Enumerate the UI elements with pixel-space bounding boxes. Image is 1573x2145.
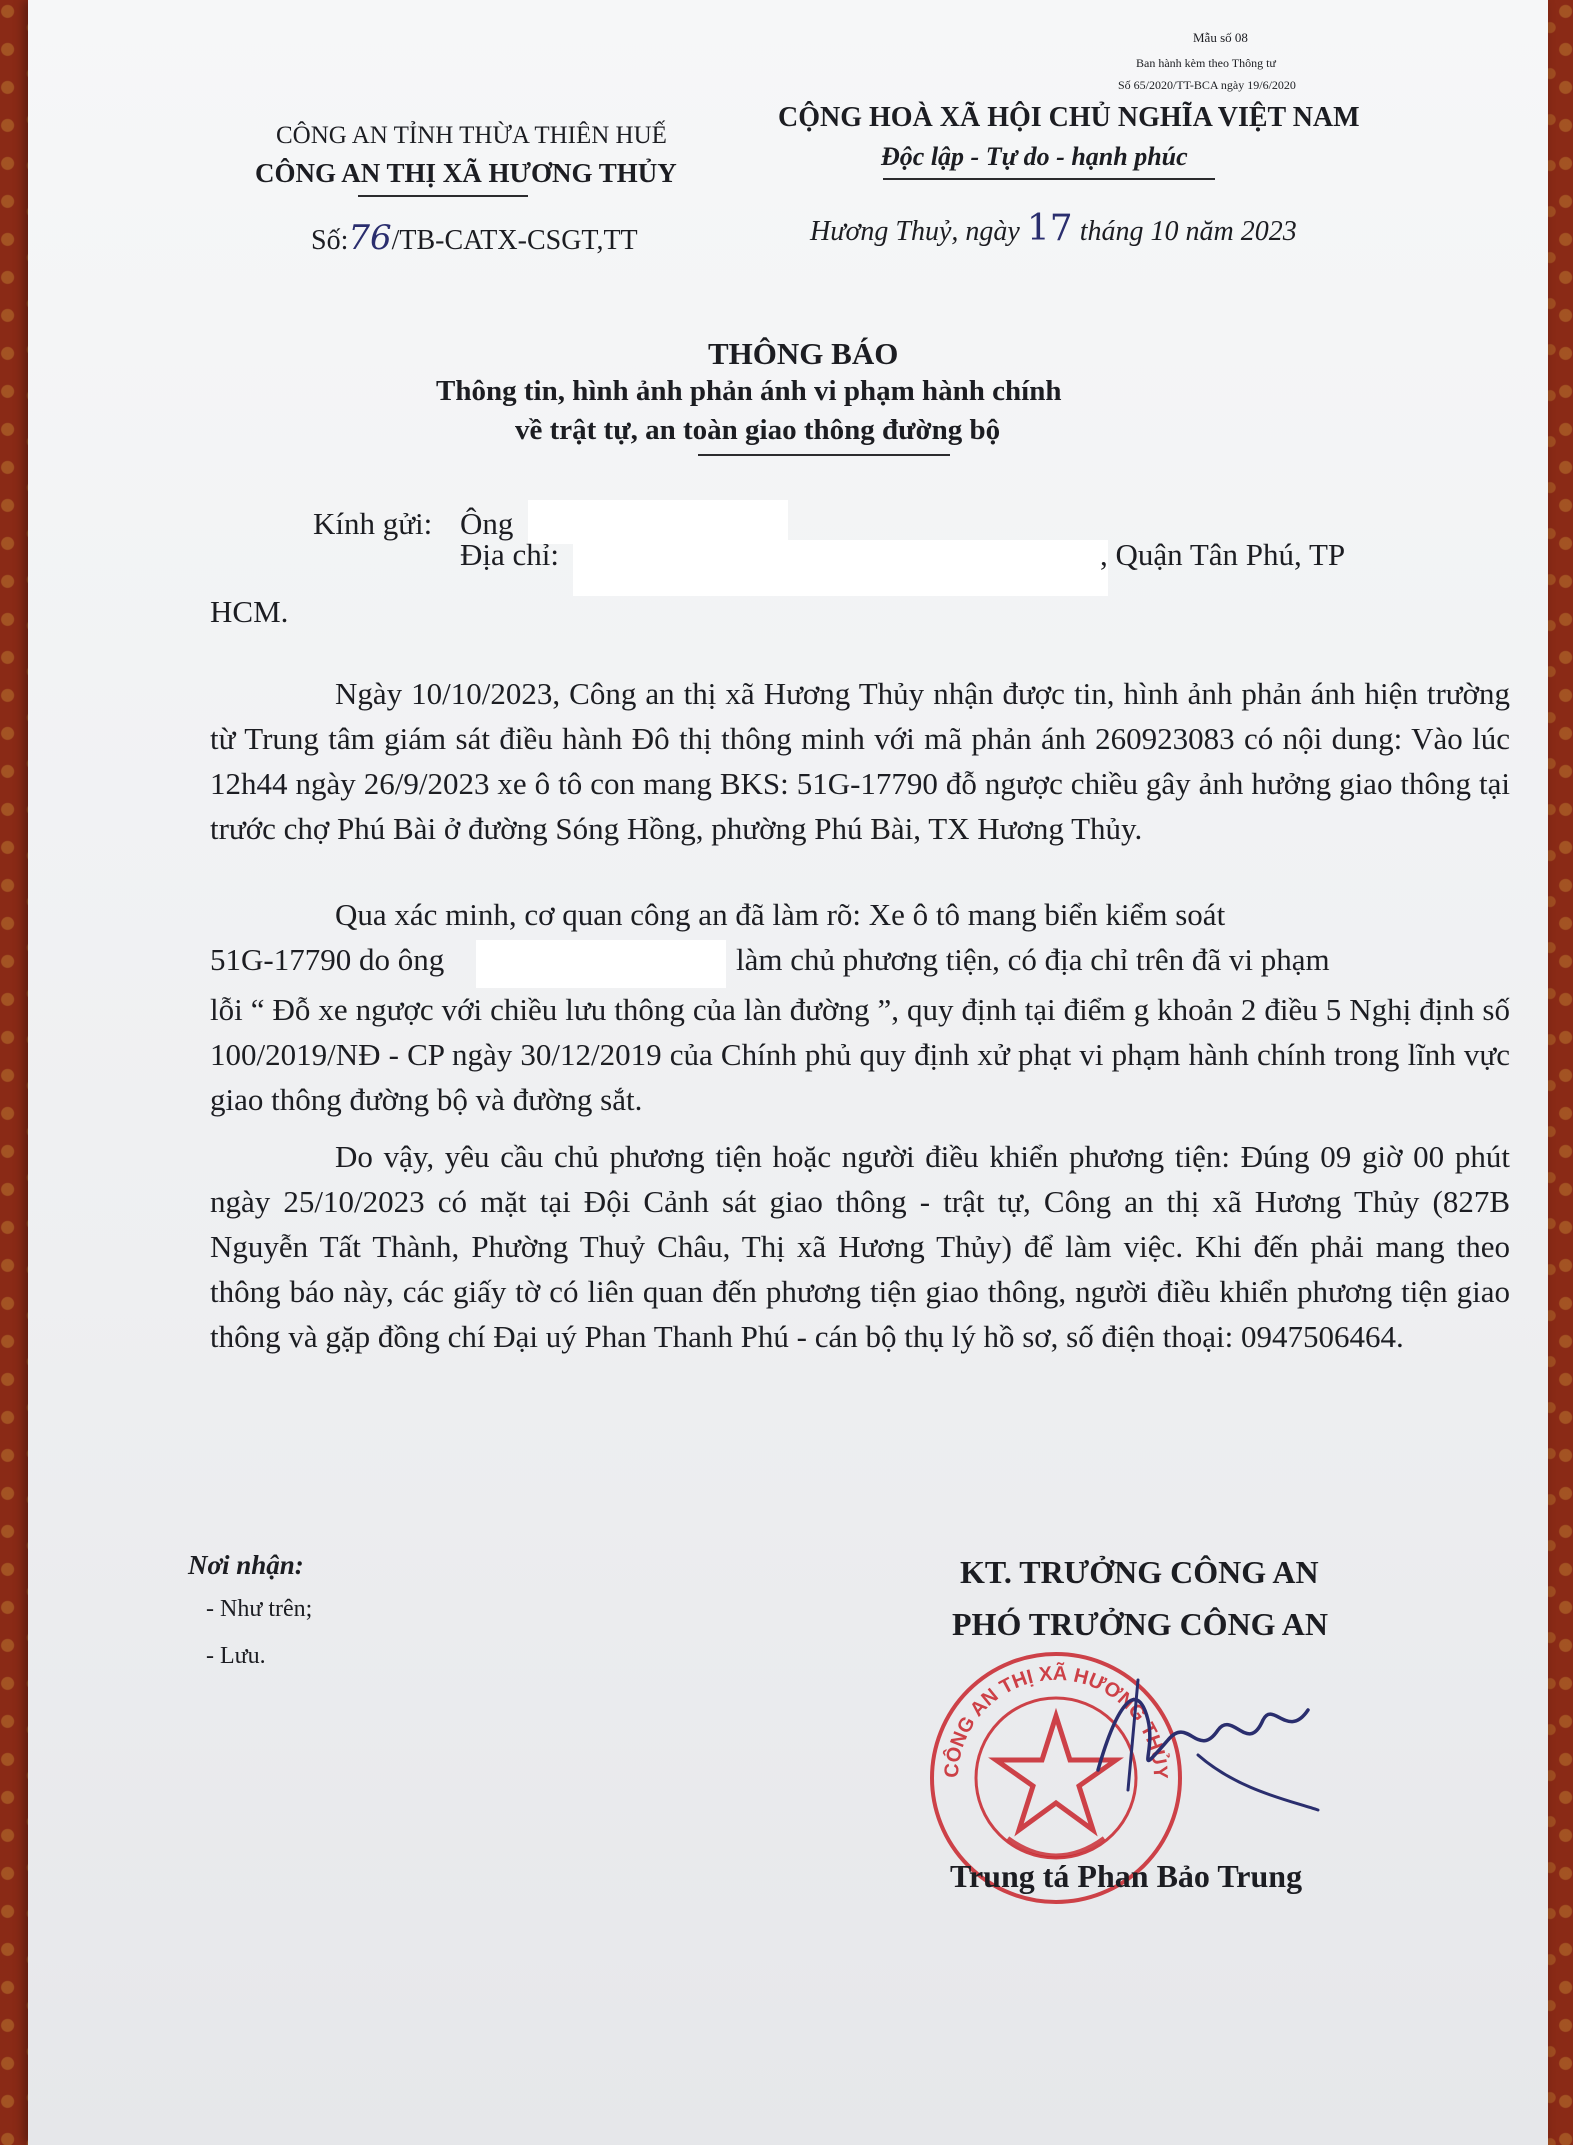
- agency-name: CÔNG AN THỊ XÃ HƯƠNG THỦY: [255, 158, 677, 188]
- document-title: THÔNG BÁO: [708, 336, 899, 371]
- agency-parent: CÔNG AN TỈNH THỪA THIÊN HUẾ: [276, 122, 667, 149]
- redacted-address: [573, 540, 1108, 596]
- paragraph-3: Do vậy, yêu cầu chủ phương tiện hoặc người điều khiển phương tiện: Đúng 09 giờ 00 phút ngày 25/10/2023 có mặt tại Đội Cảnh sát giao thông - trật tự, Công an thị xã Hương Thủy (827B Nguyễn Tất Thành, Phường Thuỷ Châu, Thị xã Hương Thủy) để làm việc. Khi đến phải mang theo thông báo này, các giấy tờ có liên quan đến phương tiện giao thông, người điều khiển phương tiện giao thông và gặp đồng chí Đại uý Phan Thanh Phú - cán bộ thụ lý hồ sơ, số điện thoại: 0947506464.: [210, 1139, 1510, 1354]
- form-number: Mẫu số 08: [1193, 30, 1248, 45]
- doc-number-suffix: /TB-CATX-CSGT,TT: [391, 225, 638, 256]
- doc-number-prefix: Số:: [311, 225, 349, 256]
- form-issued-with: Ban hành kèm theo Thông tư: [1136, 56, 1276, 70]
- signer-name: Trung tá Phan Bảo Trung: [950, 1858, 1303, 1894]
- agency-underline: [358, 195, 528, 197]
- paragraph-1: Ngày 10/10/2023, Công an thị xã Hương Thủy nhận được tin, hình ảnh phản ánh hiện trường từ Trung tâm giám sát điều hành Đô thị thông minh với mã phản ánh 260923083 có nội dung: Vào lúc 12h44 ngày 26/9/2023 xe ô tô con mang BKS: 51G-17790 đỗ ngược chiều gây ảnh hưởng giao thông tại trước chợ Phú Bài ở đường Sóng Hồng, phường Phú Bài, TX Hương Thủy.: [210, 676, 1510, 846]
- address-tail: , Quận Tân Phú, TP: [1100, 537, 1346, 572]
- doc-number-handwritten: 76: [348, 218, 392, 258]
- document-date: [810, 208, 1297, 249]
- recipients-title: Nơi nhận:: [188, 1550, 304, 1580]
- handwritten-signature: [1078, 1660, 1328, 1820]
- redacted-name: [528, 500, 788, 544]
- motto: Độc lập - Tự do - hạnh phúc: [881, 142, 1188, 171]
- subtitle-line1: Thông tin, hình ảnh phản ánh vi phạm hành chính: [436, 375, 1062, 407]
- subtitle-line2: về trật tự, an toàn giao thông đường bộ: [515, 414, 1001, 446]
- date-day-handwritten: 17: [1026, 208, 1073, 249]
- subtitle-underline: [698, 454, 950, 456]
- signature-title-1: KT. TRƯỞNG CÔNG AN: [960, 1554, 1319, 1590]
- paragraph-2-after: làm chủ phương tiện, có địa chỉ trên đã vi phạm: [736, 942, 1330, 977]
- recipient-item-1: - Như trên;: [206, 1596, 313, 1622]
- document-number: [311, 218, 638, 258]
- recipient-item-2: - Lưu.: [206, 1643, 266, 1669]
- stamp-text: CÔNG AN THỊ XÃ HƯƠNG THỦY: [940, 1662, 1172, 1780]
- redacted-owner: [476, 940, 726, 988]
- date-suffix: tháng 10 năm 2023: [1079, 216, 1297, 247]
- signature-title-2: PHÓ TRƯỞNG CÔNG AN: [952, 1606, 1329, 1642]
- country-name: CỘNG HOÀ XÃ HỘI CHỦ NGHĨA VIỆT NAM: [778, 102, 1360, 133]
- paragraph-2-rest: lỗi “ Đỗ xe ngược với chiều lưu thông của làn đường ”, quy định tại điểm g khoản 2 điều 5 Nghị định số 100/2019/NĐ - CP ngày 30/12/2019 của Chính phủ quy định xử phạt vi phạm hành chính trong lĩnh vực giao thông đường bộ và đường sắt.: [210, 992, 1510, 1117]
- motto-underline: [883, 178, 1215, 180]
- to-label: Kính gửi:: [313, 506, 433, 541]
- date-prefix: Hương Thuỷ, ngày: [810, 216, 1020, 247]
- paragraph-2-prefix: 51G-17790 do ông: [210, 942, 445, 977]
- document-page: [28, 0, 1548, 2145]
- to-value: Ông: [460, 506, 514, 541]
- form-circular: Số 65/2020/TT-BCA ngày 19/6/2020: [1118, 78, 1296, 92]
- paragraph-2-line1: Qua xác minh, cơ quan công an đã làm rõ: Xe ô tô mang biển kiểm soát: [335, 897, 1226, 932]
- address-line2: HCM.: [210, 594, 289, 629]
- address-label: Địa chỉ:: [460, 537, 559, 572]
